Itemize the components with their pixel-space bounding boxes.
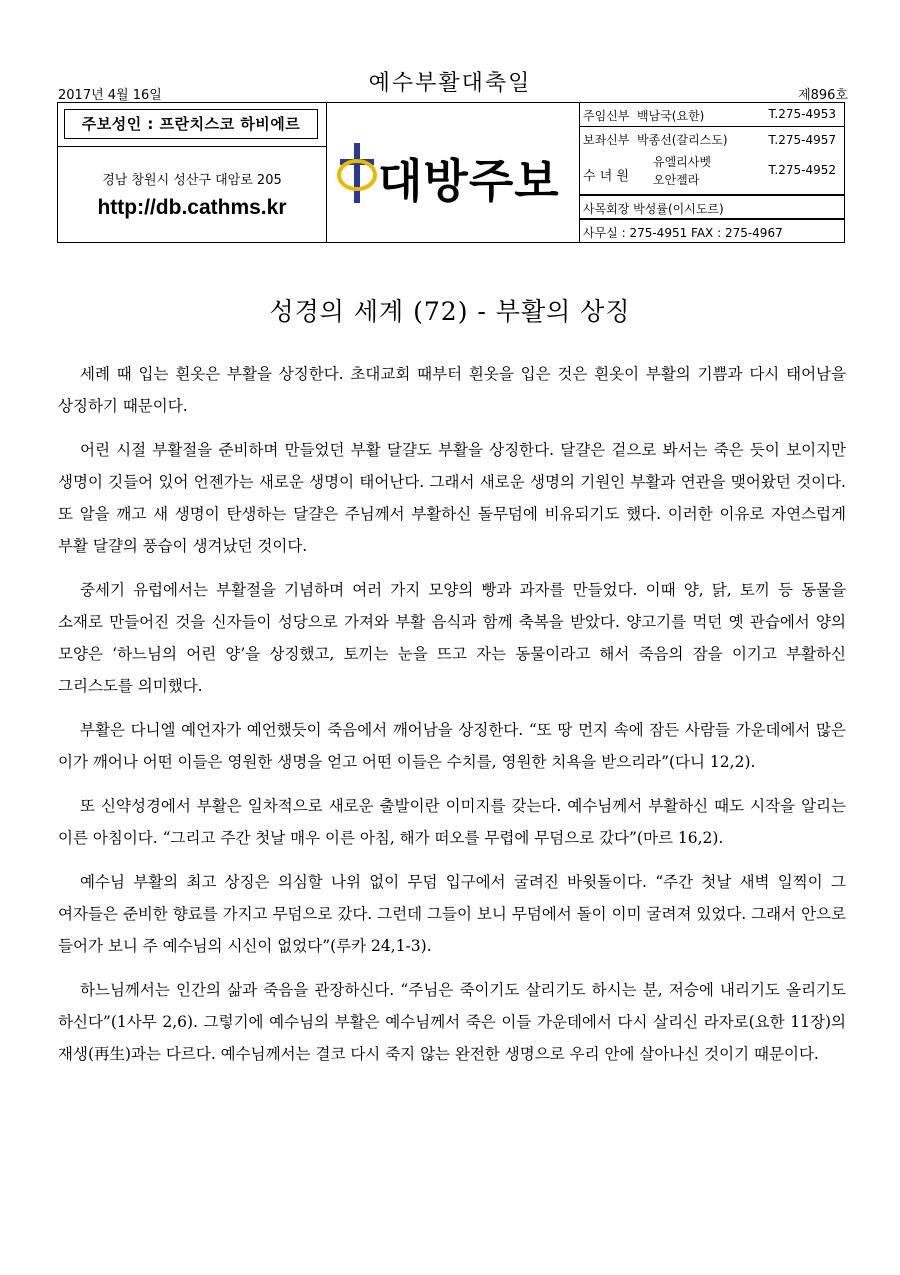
- issue-number: 제896호: [798, 88, 848, 103]
- office-phone: 사무실 : 275-4951 FAX : 275-4967: [583, 226, 783, 240]
- parish-info: [58, 103, 327, 242]
- patron-saint: 주보성인 : 프란치스코 하비에르: [64, 109, 318, 139]
- council-row: [579, 195, 844, 219]
- patron-box: [58, 103, 326, 147]
- staff-role: 보좌신부: [583, 133, 630, 147]
- issue-date: 2017년 4월 16일: [58, 88, 162, 103]
- staff-role: 수 녀 원: [583, 169, 629, 184]
- paragraph: 하느님께서는 인간의 삶과 죽음을 관장하신다. “주님은 죽이기도 살리기도 하시는 분, 저승에 내리기도 올리기도 하신다”(1사무 2,6). 그렇기에 예수님의 부활은 예수님께서 죽은 이들 가운데에서 다시 살리신 라자로(요한 11장)의 재생(再生)과는 다르다. 예수님께서는 결코 다시 죽지 않는 완전한 생명으로 우리 안에 살아나신 것이기 때문이다.: [58, 981, 846, 1063]
- staff-phone: T.275-4952: [768, 163, 836, 177]
- paragraph: 세례 때 입는 흰옷은 부활을 상징한다. 초대교회 때부터 흰옷을 입은 것은 흰옷이 부활의 기쁨과 다시 태어남을 상징하기 때문이다.: [58, 365, 846, 415]
- feast-title: 예수부활대축일: [368, 71, 532, 96]
- paragraph: 부활은 다니엘 예언자가 예언했듯이 죽음에서 깨어남을 상징한다. “또 땅 먼지 속에 잠든 사람들 가운데에서 많은 이가 깨어나 어떤 이들은 영원한 생명을 얻고 어떤 이들은 수치를, 영원한 치욕을 받으리라”(다니 12,2).: [58, 721, 846, 771]
- staff-phone: T.275-4953: [768, 107, 836, 121]
- article-title: 성경의 세계 (72) - 부활의 상징: [269, 297, 631, 326]
- staff-row-assistant: [579, 127, 844, 151]
- paragraph: 또 신약성경에서 부활은 일차적으로 새로운 출발이란 이미지를 갖는다. 예수님께서 부활하신 때도 시작을 알리는 이른 아침이다. “그리고 주간 첫날 매우 이른 아침, 해가 떠오를 무렵에 무덤으로 갔다”(마르 16,2).: [58, 797, 846, 847]
- article-body: [58, 358, 846, 1082]
- staff-row-convent: [579, 151, 844, 195]
- staff-name-1: 유엘리사벳: [653, 155, 711, 169]
- cross-logo-icon: [336, 141, 380, 205]
- staff-role: 주임신부: [583, 109, 630, 123]
- staff-row-pastor: [579, 103, 844, 127]
- staff-directory: [579, 103, 844, 242]
- paragraph: 중세기 유럽에서는 부활절을 기념하며 여러 가지 모양의 빵과 과자를 만들었다. 이때 양, 닭, 토끼 등 동물을 소재로 만들어진 것을 신자들이 성당으로 가져와 부활 음식과 함께 축복을 받았다. 양고기를 먹던 옛 관습에서 양의 모양은 ‘하느님의 어린 양’을 상징했고, 토끼는 눈을 뜨고 자는 동물이라고 해서 죽음의 잠을 이기고 부활하신 그리스도를 의미했다.: [58, 581, 846, 695]
- parish-address: 경남 창원시 성산구 대암로 205: [102, 173, 282, 188]
- office-row: [579, 219, 844, 242]
- parish-url[interactable]: http://db.cathms.kr: [97, 196, 287, 219]
- paragraph: 예수님 부활의 최고 상징은 의심할 나위 없이 무덤 입구에서 굴려진 바윗돌이다. “주간 첫날 새벽 일찍이 그 여자들은 준비한 향료를 가지고 무덤으로 갔다. 그런데 그들이 보니 무덤에서 돌이 이미 굴려져 있었다. 그래서 안으로 들어가 보니 주 예수님의 시신이 없었다”(루카 24,1-3).: [58, 873, 846, 955]
- staff-phone: T.275-4957: [768, 133, 836, 147]
- bulletin-logo: 대방주보: [378, 154, 560, 208]
- staff-name-2: 오안젤라: [653, 173, 700, 187]
- council-president: 사목회장 박성률(이시도르): [583, 202, 724, 216]
- paragraph: 어린 시절 부활절을 준비하며 만들었던 부활 달걀도 부활을 상징한다. 달걀은 겉으로 봐서는 죽은 듯이 보이지만 생명이 깃들어 있어 언젠가는 새로운 생명이 태어난다. 그래서 새로운 생명의 기원인 부활과 연관을 맺어왔던 것이다. 또 알을 깨고 새 생명이 탄생하는 달걀은 주님께서 부활하신 돌무덤에 비유되기도 했다. 이러한 이유로 자연스럽게 부활 달걀의 풍습이 생겨났던 것이다.: [58, 441, 846, 555]
- staff-name: 백남국(요한): [637, 109, 705, 123]
- staff-name: 박종선(갈리스도): [637, 133, 728, 147]
- masthead: [57, 102, 845, 243]
- logo-area: [326, 103, 580, 242]
